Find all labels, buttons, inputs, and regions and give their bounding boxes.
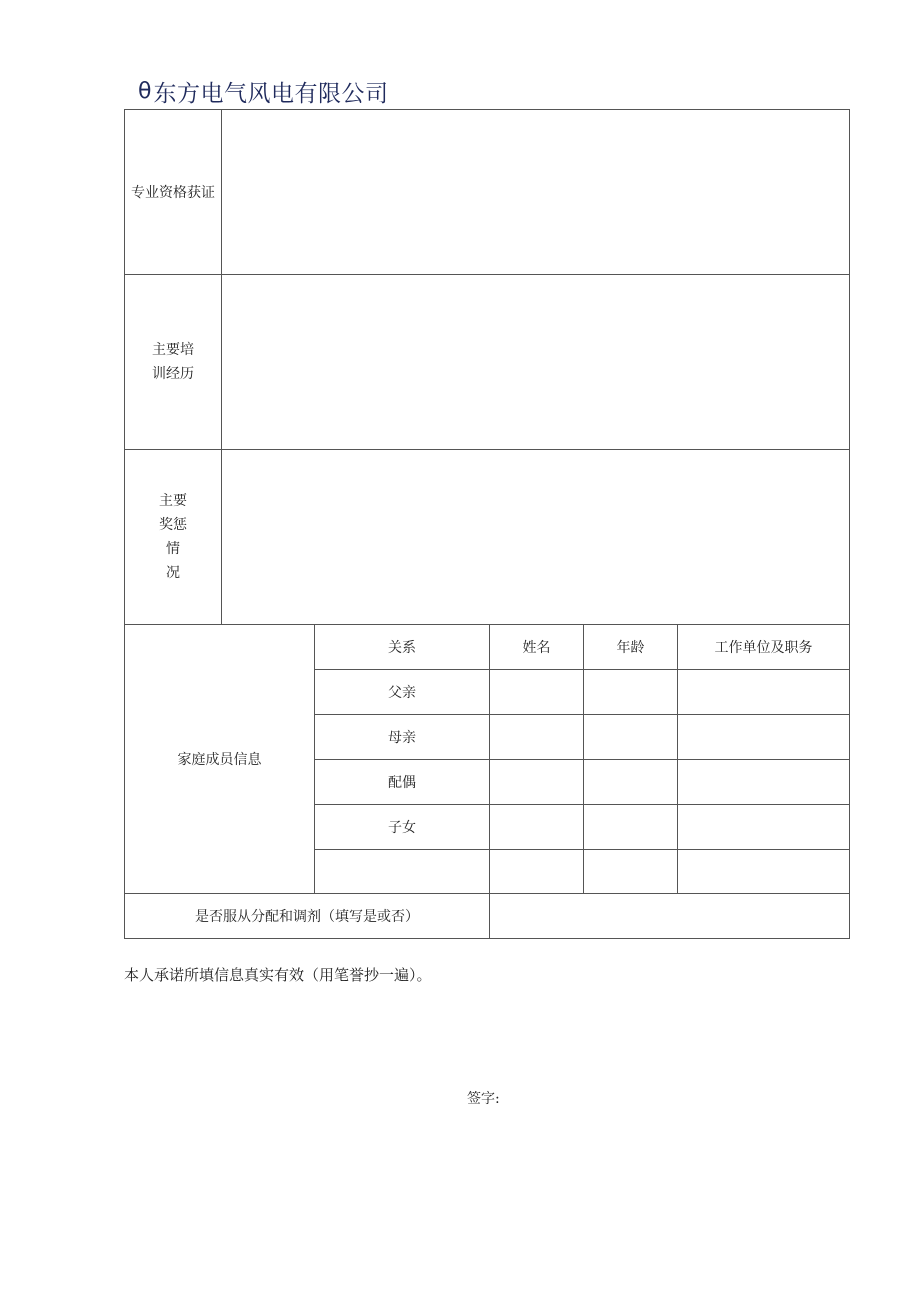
training-label-line: 主要培 [152,342,194,358]
family-name-field[interactable] [490,670,584,715]
qualification-label: 专业资格获证 [125,110,222,275]
company-logo-icon: θ [138,78,152,104]
awards-label-line: 奖惩 [159,517,187,533]
training-label [125,275,222,450]
family-age-field[interactable] [584,715,678,760]
family-label: 家庭成员信息 [125,625,315,894]
family-age-field[interactable] [584,760,678,805]
family-relation: 子女 [315,805,490,850]
obey-label: 是否服从分配和调剂（填写是或否） [125,894,490,939]
family-header-row [125,625,850,670]
family-work-field[interactable] [678,715,850,760]
family-header-relation: 关系 [315,625,490,670]
promise-statement: 本人承诺所填信息真实有效（用笔誉抄一遍）。 [124,966,432,984]
family-header-name: 姓名 [490,625,584,670]
family-relation: 配偶 [315,760,490,805]
awards-label [125,450,222,625]
family-header-work: 工作单位及职务 [678,625,850,670]
training-label-line: 训经历 [152,366,194,382]
family-age-field[interactable] [584,850,678,894]
family-name-field[interactable] [490,805,584,850]
training-row [125,275,850,450]
family-relation-field[interactable] [315,850,490,894]
family-name-field[interactable] [490,850,584,894]
family-work-field[interactable] [678,760,850,805]
awards-field[interactable] [222,450,850,625]
family-name-field[interactable] [490,715,584,760]
family-name-field[interactable] [490,760,584,805]
family-header-age: 年龄 [584,625,678,670]
awards-label-line: 情 [166,541,180,557]
family-work-field[interactable] [678,850,850,894]
awards-row [125,450,850,625]
awards-label-line: 主要 [159,493,187,509]
company-name: 东方电气风电有限公司 [153,80,389,107]
family-relation: 母亲 [315,715,490,760]
obey-row [125,894,850,939]
family-age-field[interactable] [584,805,678,850]
family-work-field[interactable] [678,670,850,715]
awards-label-line: 况 [166,565,180,581]
training-field[interactable] [222,275,850,450]
obey-field[interactable] [490,894,850,939]
page-header [138,74,388,108]
family-work-field[interactable] [678,805,850,850]
family-age-field[interactable] [584,670,678,715]
qualification-field[interactable] [222,110,850,275]
qualification-row [125,110,850,275]
family-relation: 父亲 [315,670,490,715]
application-form-table [124,109,850,939]
signature-label: 签字: [467,1091,500,1107]
